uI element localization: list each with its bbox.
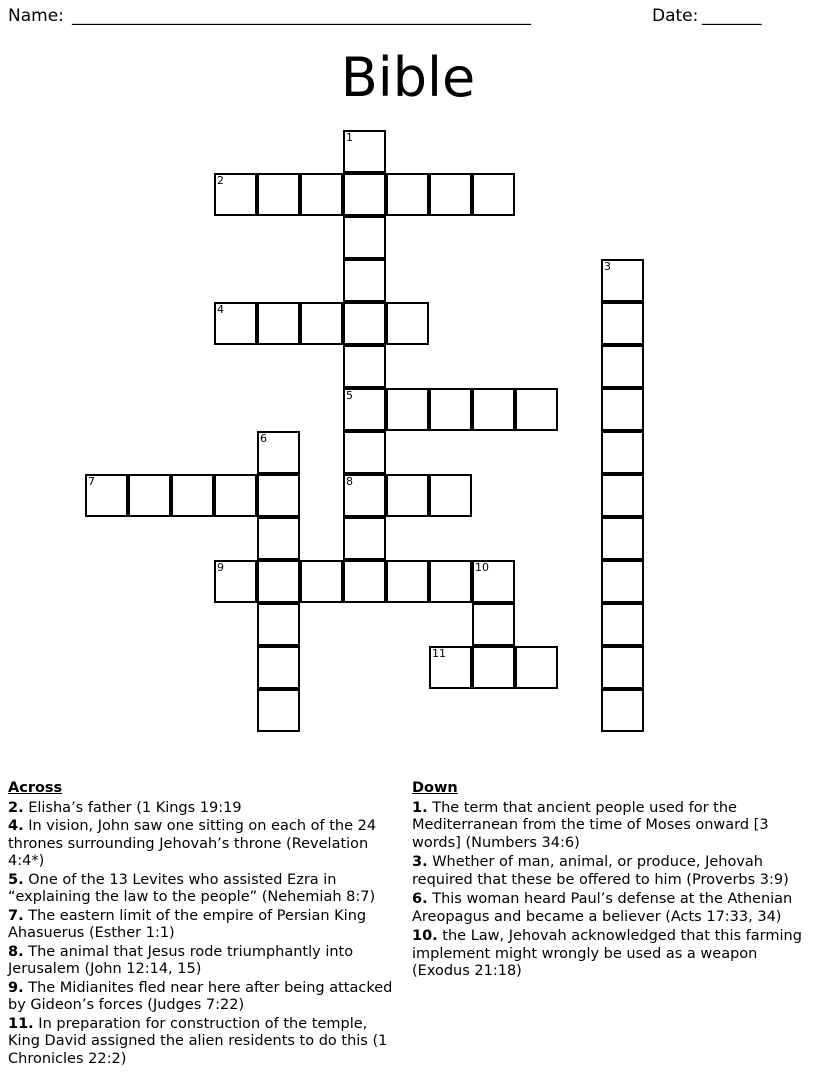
- grid-cell[interactable]: [171, 474, 214, 517]
- grid-cell[interactable]: [257, 474, 300, 517]
- name-field[interactable]: ______________________________________________________: [72, 6, 531, 26]
- grid-cell[interactable]: [300, 560, 343, 603]
- grid-cell[interactable]: [343, 173, 386, 216]
- clue-text: In preparation for construction of the temple, King David assigned the alien residents to do this (1 Chronicles 22:2): [8, 1015, 388, 1067]
- grid-cell[interactable]: [343, 474, 386, 517]
- grid-cell[interactable]: [85, 474, 128, 517]
- clue: [8, 980, 400, 1015]
- grid-cell[interactable]: [386, 474, 429, 517]
- grid-cell[interactable]: [214, 173, 257, 216]
- clue-text: Whether of man, animal, or produce, Jehovah required that these be offered to him (Proverbs 3:9): [412, 854, 789, 888]
- cell-number: 11: [432, 647, 446, 660]
- clue-text: The term that ancient people used for the Mediterranean from the time of Moses onward [3 words] (Numbers 34:6): [412, 799, 769, 851]
- grid-cell[interactable]: [386, 560, 429, 603]
- clue-text: This woman heard Paul’s defense at the Athenian Areopagus and became a believer (Acts 17:33, 34): [412, 891, 793, 925]
- date-field[interactable]: _______: [702, 6, 762, 26]
- grid-cell[interactable]: [601, 474, 644, 517]
- grid-cell[interactable]: [214, 474, 257, 517]
- grid-cell[interactable]: [472, 603, 515, 646]
- grid-cell[interactable]: [300, 302, 343, 345]
- cell-number: 1: [346, 131, 353, 144]
- grid-cell[interactable]: [429, 388, 472, 431]
- grid-cell[interactable]: [343, 130, 386, 173]
- grid-cell[interactable]: [472, 646, 515, 689]
- clue: [412, 891, 808, 926]
- clue-text: The animal that Jesus rode triumphantly into Jerusalem (John 12:14, 15): [8, 943, 354, 977]
- clue-number: 3.: [412, 854, 428, 870]
- down-heading: Down: [412, 780, 458, 796]
- clue-text: The Midianites fled near here after being attacked by Gideon’s forces (Judges 7:22): [8, 979, 393, 1013]
- grid-cell[interactable]: [429, 173, 472, 216]
- down-clue-list: [412, 800, 808, 981]
- grid-cell[interactable]: [343, 345, 386, 388]
- cell-number: 10: [475, 561, 489, 574]
- grid-cell[interactable]: [257, 302, 300, 345]
- clue-text: Elisha’s father (1 Kings 19:19: [23, 799, 242, 816]
- clue-number: 6.: [412, 891, 428, 907]
- cell-number: 9: [217, 561, 224, 574]
- clue-text: The eastern limit of the empire of Persian King Ahasuerus (Esther 1:1): [8, 907, 367, 941]
- grid-cell[interactable]: [300, 173, 343, 216]
- clue-text: One of the 13 Levites who assisted Ezra in “explaining the law to the people” (Nehemiah 8:7): [8, 871, 376, 905]
- across-clue-list: [8, 800, 400, 1069]
- grid-cell[interactable]: [472, 560, 515, 603]
- grid-cell[interactable]: [343, 431, 386, 474]
- clue: [8, 872, 400, 907]
- clue-number: 10.: [412, 928, 438, 944]
- grid-cell[interactable]: [257, 173, 300, 216]
- cell-number: 8: [346, 475, 353, 488]
- clue: [412, 800, 808, 853]
- grid-cell[interactable]: [386, 388, 429, 431]
- grid-cell[interactable]: [429, 474, 472, 517]
- grid-cell[interactable]: [601, 646, 644, 689]
- grid-cell[interactable]: [343, 302, 386, 345]
- clue-text: the Law, Jehovah acknowledged that this farming implement might wrongly be used as a weapon (Exodus 21:18): [412, 928, 802, 979]
- grid-cell[interactable]: [472, 173, 515, 216]
- grid-cell[interactable]: [515, 388, 558, 431]
- grid-cell[interactable]: [472, 388, 515, 431]
- grid-cell[interactable]: [601, 259, 644, 302]
- name-label: Name:: [8, 6, 64, 26]
- cell-number: 4: [217, 303, 224, 316]
- grid-cell[interactable]: [257, 560, 300, 603]
- clue: [8, 908, 400, 943]
- clue-number: 8.: [8, 943, 24, 960]
- grid-cell[interactable]: [343, 259, 386, 302]
- cell-number: 7: [88, 475, 95, 488]
- grid-cell[interactable]: [214, 560, 257, 603]
- grid-cell[interactable]: [515, 646, 558, 689]
- grid-cell[interactable]: [601, 560, 644, 603]
- cell-number: 2: [217, 174, 224, 187]
- grid-cell[interactable]: [257, 646, 300, 689]
- grid-cell[interactable]: [128, 474, 171, 517]
- grid-cell[interactable]: [343, 388, 386, 431]
- grid-cell[interactable]: [257, 689, 300, 732]
- grid-cell[interactable]: [601, 689, 644, 732]
- grid-cell[interactable]: [257, 603, 300, 646]
- clue-number: 9.: [8, 979, 24, 996]
- clue: [8, 818, 400, 871]
- grid-cell[interactable]: [601, 388, 644, 431]
- grid-cell[interactable]: [601, 345, 644, 388]
- clue-text: In vision, John saw one sitting on each of the 24 thrones surrounding Jehovah’s throne (Revelation 4:4*): [8, 818, 377, 869]
- across-heading: Across: [8, 780, 63, 796]
- clue-number: 11.: [8, 1015, 34, 1032]
- grid-cell[interactable]: [214, 302, 257, 345]
- clue: [8, 1016, 400, 1069]
- grid-cell[interactable]: [257, 431, 300, 474]
- cell-number: 6: [260, 432, 267, 445]
- clue-number: 5.: [8, 871, 24, 888]
- across-clues: [8, 780, 400, 1069]
- clue-number: 7.: [8, 907, 24, 924]
- grid-cell[interactable]: [343, 560, 386, 603]
- clue: [412, 928, 808, 981]
- grid-cell[interactable]: [429, 560, 472, 603]
- grid-cell[interactable]: [386, 173, 429, 216]
- down-clues: [412, 780, 808, 983]
- clue-number: 1.: [412, 799, 428, 816]
- date-label: Date:: [652, 6, 699, 26]
- cell-number: 5: [346, 389, 353, 402]
- grid-cell[interactable]: [429, 646, 472, 689]
- grid-cell[interactable]: [343, 517, 386, 560]
- clue-number: 4.: [8, 818, 24, 834]
- puzzle-title: Bible: [340, 46, 476, 109]
- grid-cell[interactable]: [343, 216, 386, 259]
- clue: [8, 800, 400, 818]
- grid-cell[interactable]: [601, 517, 644, 560]
- clue: [8, 944, 400, 979]
- grid-cell[interactable]: [601, 431, 644, 474]
- grid-cell[interactable]: [257, 517, 300, 560]
- clue: [412, 854, 808, 889]
- grid-cell[interactable]: [601, 603, 644, 646]
- grid-cell[interactable]: [601, 302, 644, 345]
- cell-number: 3: [604, 260, 611, 273]
- clue-number: 2.: [8, 799, 24, 816]
- grid-cell[interactable]: [386, 302, 429, 345]
